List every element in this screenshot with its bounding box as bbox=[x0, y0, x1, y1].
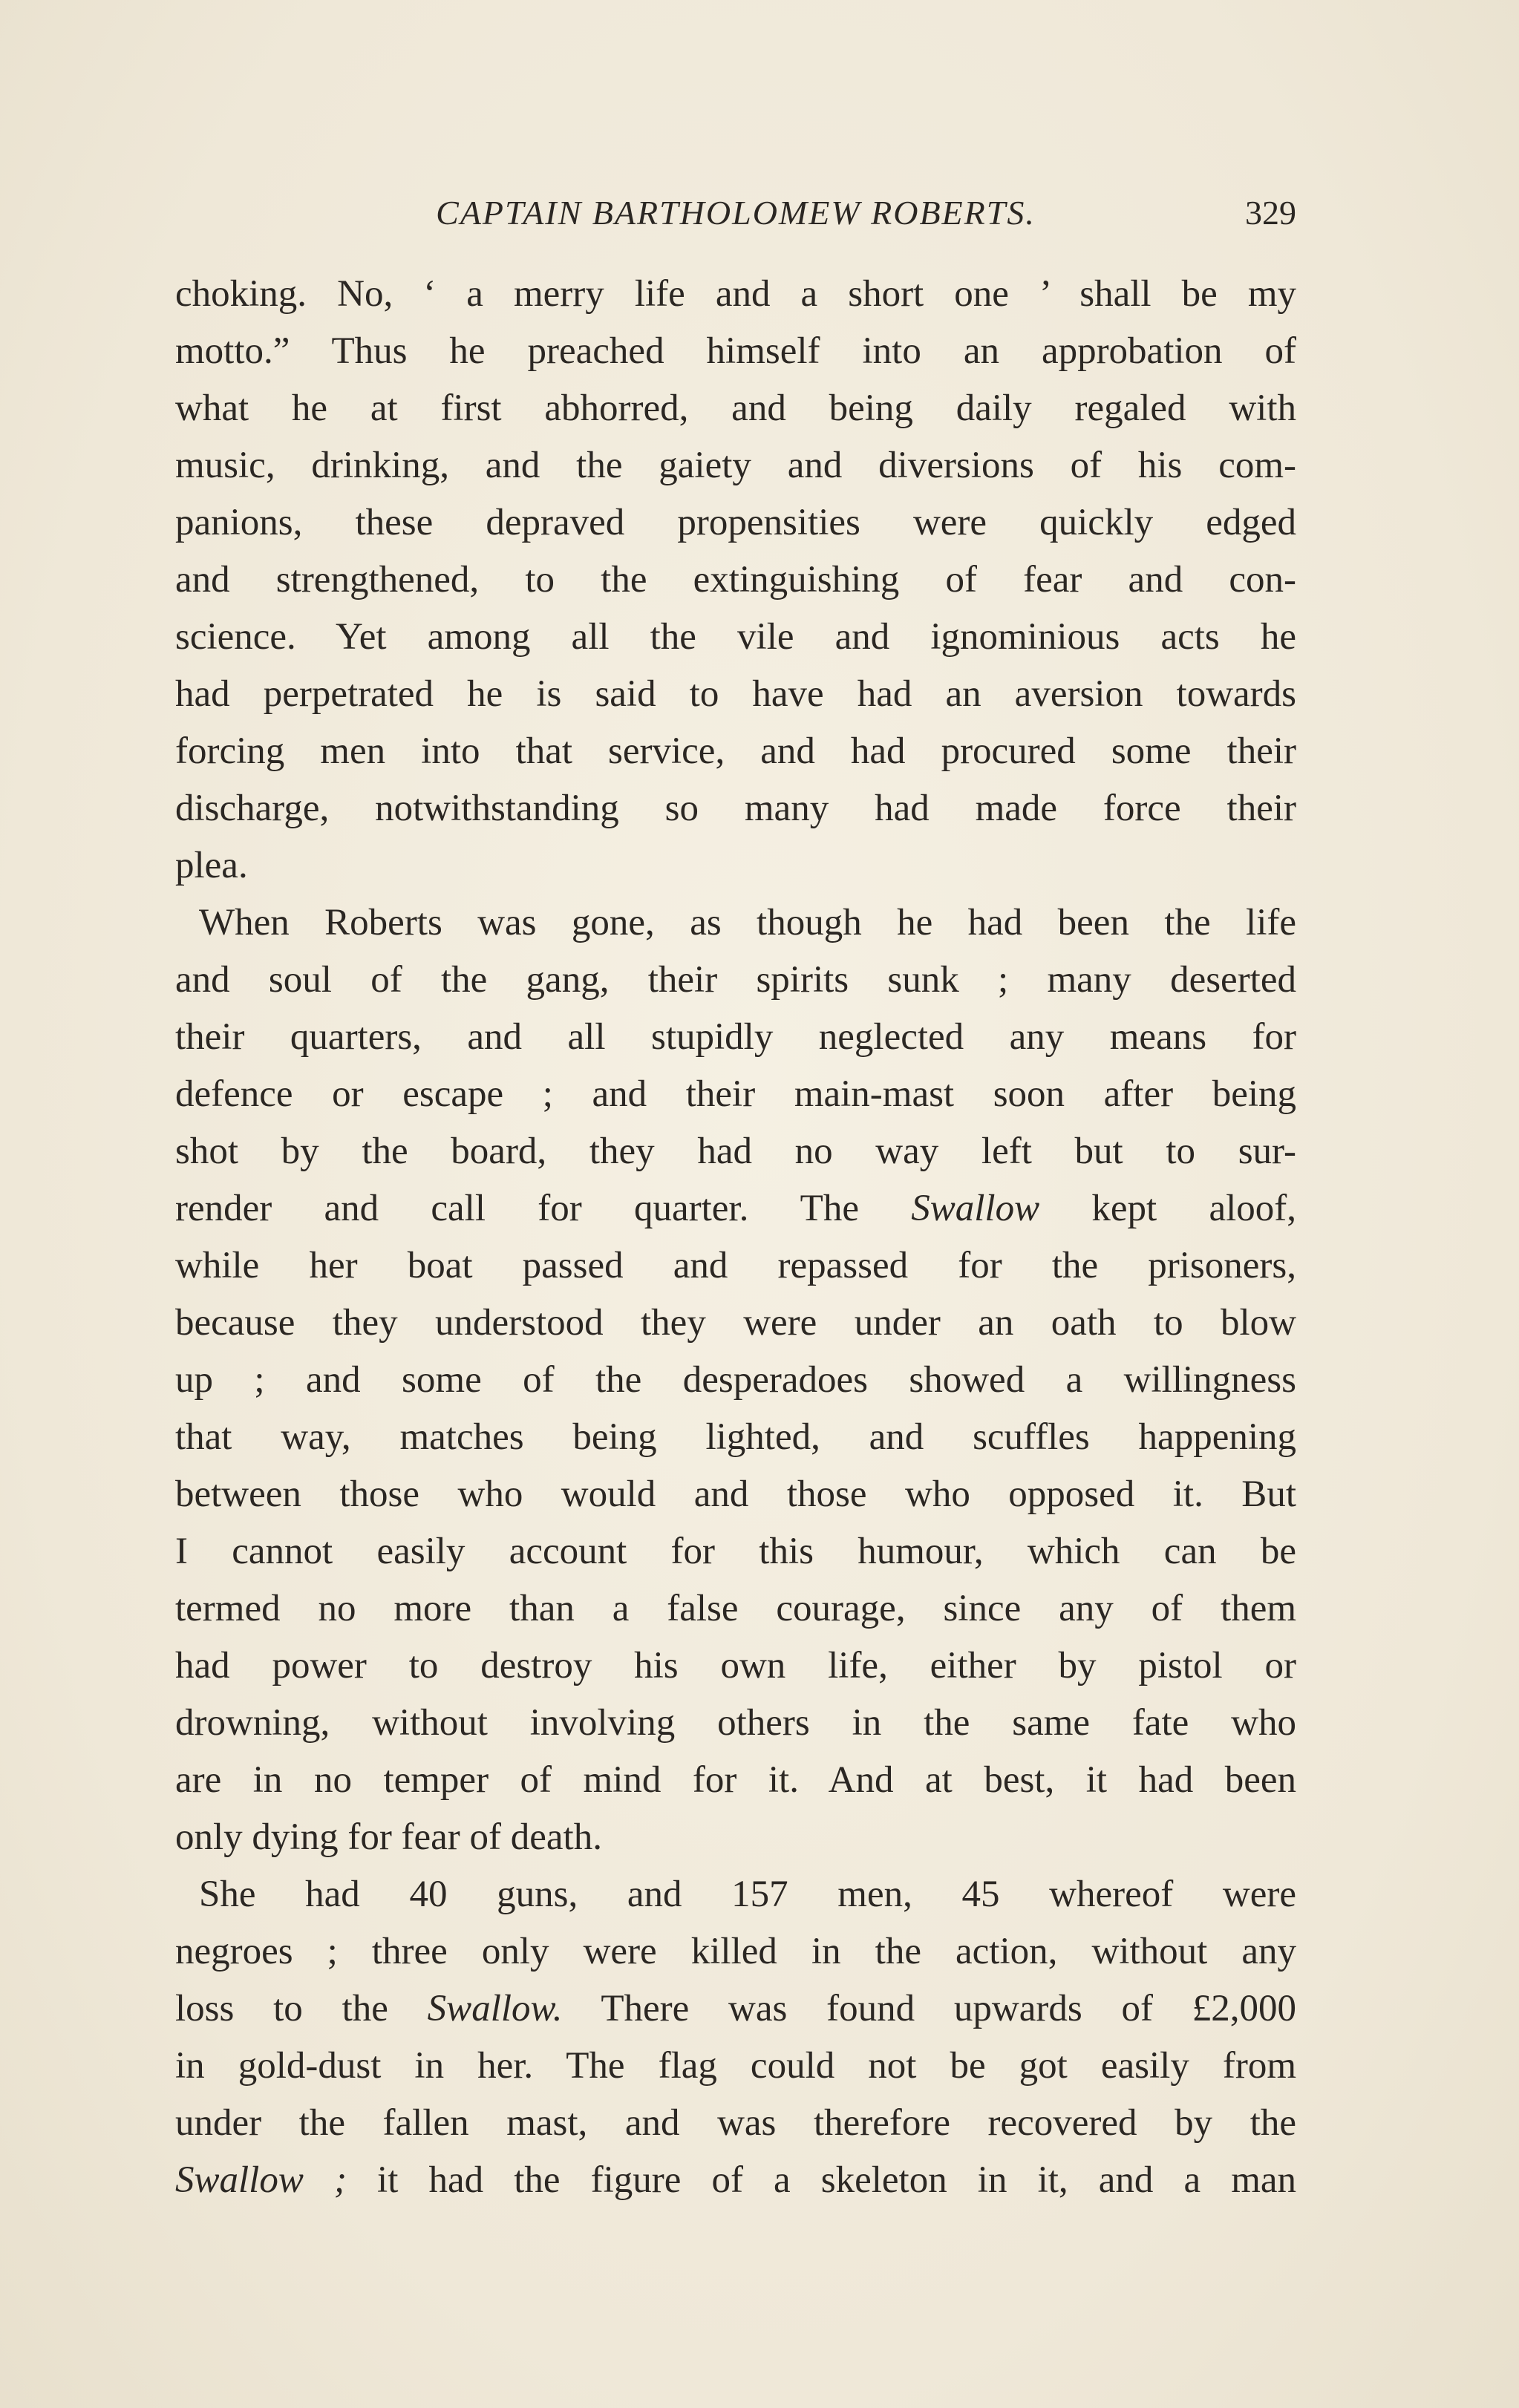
text-line: between those who would and those who opposed it. But bbox=[175, 1473, 1296, 1515]
text-line: in gold-dust in her. The flag could not be got easily from bbox=[175, 2045, 1296, 2087]
text-line: plea. bbox=[175, 845, 248, 886]
page-number: 329 bbox=[1245, 194, 1296, 232]
text-line: their quarters, and all stupidly neglected any means for bbox=[175, 1016, 1296, 1058]
text-line: negroes ; three only were killed in the action, without any bbox=[175, 1931, 1296, 1972]
text-line: render and call for quarter. The Swallow kept aloof, bbox=[175, 1188, 1296, 1229]
text-line: panions, these depraved propensities were quickly edged bbox=[175, 502, 1296, 543]
text-line: I cannot easily account for this humour, which can be bbox=[175, 1531, 1296, 1572]
text-line: what he at first abhorred, and being daily regaled with bbox=[175, 387, 1296, 429]
running-head: CAPTAIN BARTHOLOMEW ROBERTS. bbox=[436, 194, 1036, 232]
text-line: science. Yet among all the vile and ignominious acts he bbox=[175, 616, 1296, 658]
ship-name: Swallow bbox=[911, 1188, 1040, 1229]
text-line: that way, matches being lighted, and scuffles happening bbox=[175, 1416, 1296, 1458]
text-line: under the fallen mast, and was therefore recovered by the bbox=[175, 2102, 1296, 2144]
text-line: discharge, notwithstanding so many had made force their bbox=[175, 788, 1296, 829]
text-line: forcing men into that service, and had procured some their bbox=[175, 730, 1296, 772]
text-line: had power to destroy his own life, either by pistol or bbox=[175, 1645, 1296, 1686]
text-line: Swallow ; it had the figure of a skeleton in it, and a man bbox=[175, 2159, 1297, 2201]
ship-name: Swallow ; bbox=[175, 2159, 347, 2201]
body-text bbox=[175, 266, 1296, 2209]
text-line: and strengthened, to the extinguishing of fear and con- bbox=[175, 559, 1296, 601]
text-line: are in no temper of mind for it. And at best, it had been bbox=[175, 1759, 1296, 1801]
text-line: loss to the Swallow. There was found upwards of £2,000 bbox=[175, 1988, 1296, 2029]
ship-name: Swallow. bbox=[427, 1988, 563, 2029]
text-line: drowning, without involving others in the same fate who bbox=[175, 1702, 1296, 1744]
text-line: had perpetrated he is said to have had an aversion towards bbox=[175, 673, 1296, 715]
text-line: music, drinking, and the gaiety and diversions of his com- bbox=[175, 445, 1296, 486]
text-line: choking. No, ‘ a merry life and a short one ’ shall be my bbox=[175, 273, 1296, 315]
text-line: termed no more than a false courage, since any of them bbox=[175, 1588, 1296, 1629]
page-header bbox=[175, 187, 1296, 239]
text-line: because they understood they were under an oath to blow bbox=[175, 1302, 1296, 1344]
text-line: only dying for fear of death. bbox=[175, 1816, 602, 1858]
text-line: When Roberts was gone, as though he had been the life bbox=[199, 902, 1296, 943]
text-line: defence or escape ; and their main-mast soon after being bbox=[175, 1073, 1296, 1115]
text-line: She had 40 guns, and 157 men, 45 whereof were bbox=[199, 1874, 1296, 1915]
text-line: motto.” Thus he preached himself into an approbation of bbox=[175, 330, 1296, 372]
text-line: shot by the board, they had no way left but to sur- bbox=[175, 1131, 1296, 1172]
text-line: up ; and some of the desperadoes showed a willingness bbox=[175, 1359, 1296, 1401]
text-line: and soul of the gang, their spirits sunk ; many deserted bbox=[175, 959, 1296, 1001]
text-line: while her boat passed and repassed for the prisoners, bbox=[175, 1245, 1296, 1286]
